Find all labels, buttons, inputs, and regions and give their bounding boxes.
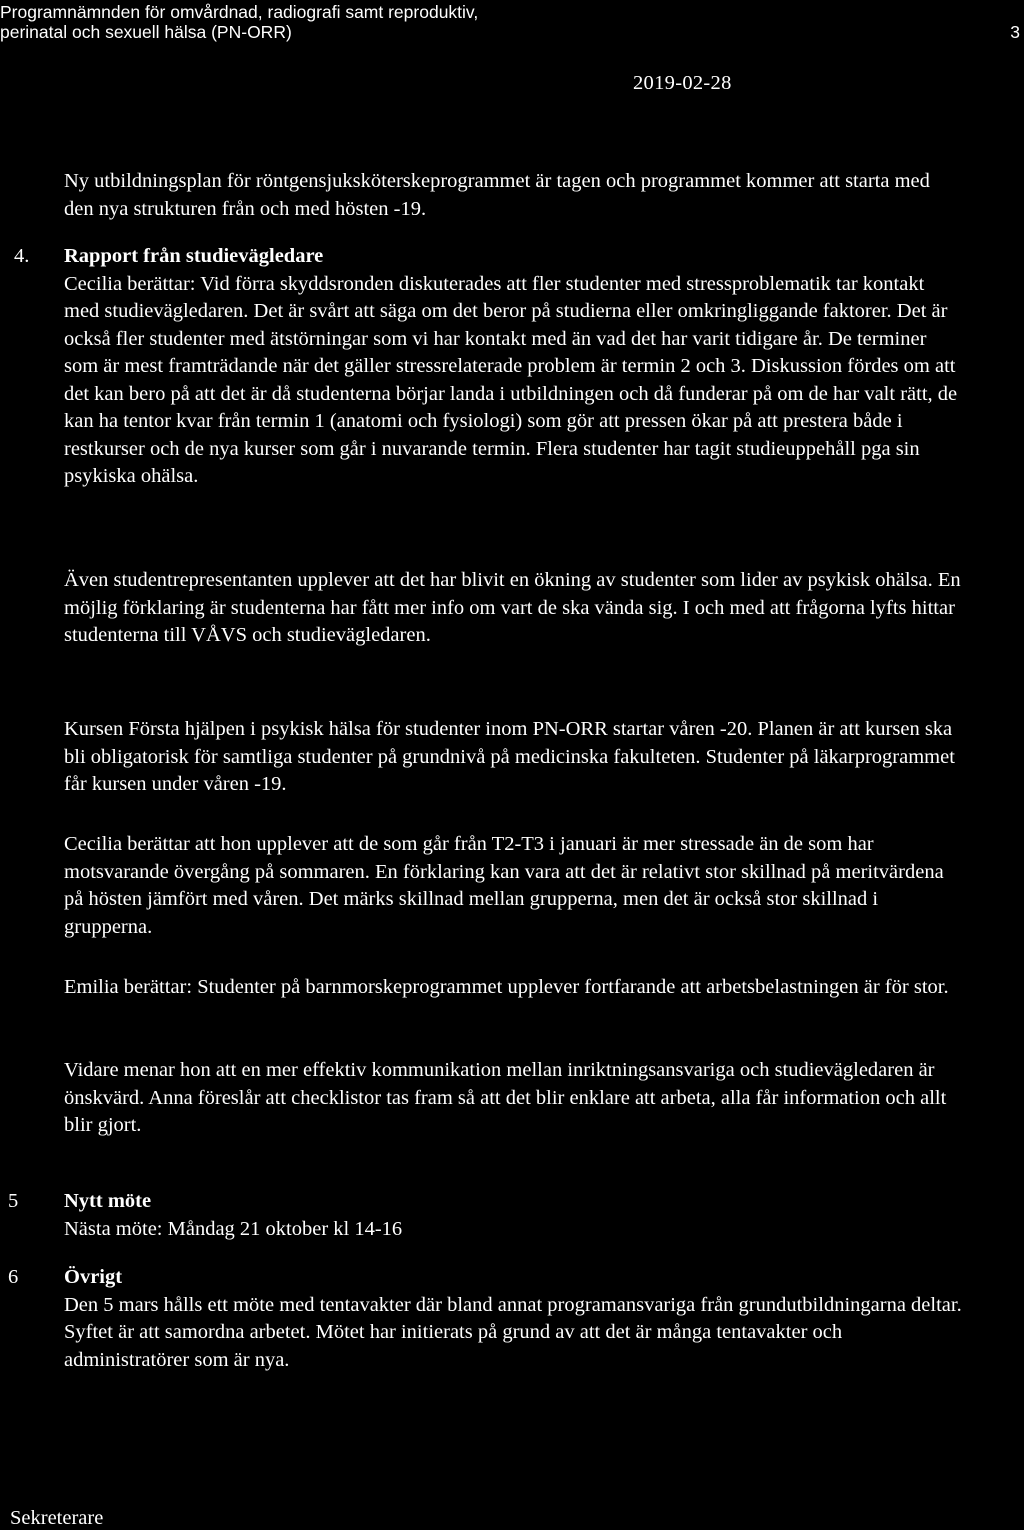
organization-line-2: perinatal och sexuell hälsa (PN-ORR) [0, 22, 292, 42]
section-5-title: Nytt möte [64, 1190, 152, 1212]
section-4-title: Rapport från studievägledare [64, 245, 324, 267]
section-4-paragraph: Cecilia berättar: Vid förra skyddsronden diskuterades att fler studenter med stressproblematik tar kontakt med studievägledaren. Det är svårt att säga om det beror på studierna eller omkringliggande faktorer. Det är också fler studenter med ätstörningar som vi har kontakt med än vad det har varit tidigare år. De terminer som är mest framträdande när det gäller stressrelaterade problem är termin 2 och 3. Diskussion fördes om att det kan bero på att det är då studenterna börjar landa i utbildningen och då funderar på om de har valt rätt, de kan ha tentor kvar från termin 1 (anatomi och fysiologi) som gör att pressen ökar på att prestera både i restkurser och de nya kurser som går i nuvarande termin. Flera studenter har tagit studieuppehåll pga sin psykiska ohälsa. [64, 272, 958, 487]
section-4-paragraph: Kursen Första hjälpen i psykisk hälsa för studenter inom PN-ORR startar våren -20. Planen är att kursen ska bli obligatorisk för samtliga studenter på grundnivå på medicinska fakulteten. Studenter på läkarprogrammet får kursen under våren -19. [64, 718, 955, 795]
section-4-paragraph: Cecilia berättar att hon upplever att de som går från T2-T3 i januari är mer stressade än de som har motsvarande övergång på sommaren. En förklaring kan vara att det är relativt stor skillnad på meritvärdena på hösten jämfört med våren. Det märks skillnad mellan grupperna, men det är också stor skillnad i grupperna. [64, 833, 944, 938]
section-5-number: 5 [8, 1190, 19, 1212]
section-4-paragraph: Emilia berättar: Studenter på barnmorskeprogrammet upplever fortfarande att arbetsbelastningen är för stor. [64, 976, 949, 998]
organization-name [0, 2, 478, 42]
section-6-title: Övrigt [64, 1266, 123, 1288]
section-5 [64, 1188, 964, 1243]
section-6 [64, 1264, 964, 1374]
intro-paragraph: Ny utbildningsplan för röntgensjuksköterskeprogrammet är tagen och programmet kommer att starta med den nya strukturen från och med hösten -19. [64, 170, 930, 220]
section-4-paragraph: Även studentrepresentanten upplever att det har blivit en ökning av studenter som lider av psykisk ohälsa. En möjlig förklaring är studenterna har fått mer info om vart de ska vända sig. I och med att frågorna lyfts hittar studenterna till VÅVS och studievägledaren. [64, 569, 961, 646]
page-number: 3 [1010, 22, 1020, 42]
section-4 [64, 243, 964, 491]
signature-label: Sekreterare [10, 1507, 104, 1529]
section-4-paragraph: Vidare menar hon att en mer effektiv kommunikation mellan inriktningsansvariga och studievägledaren är önskvärd. Anna föreslår att checklistor tas fram så att det blir enklare att arbeta, alla får information och allt blir gjort. [64, 1059, 947, 1136]
section-6-number: 6 [8, 1266, 19, 1288]
organization-line-1: Programnämnden för omvårdnad, radiografi samt reproduktiv, [0, 2, 479, 22]
section-5-text: Nästa möte: Måndag 21 oktober kl 14-16 [64, 1217, 403, 1240]
section-6-text: Den 5 mars hålls ett möte med tentavakter där bland annat programansvariga från grundutbildningarna deltar. Syftet är att samordna arbetet. Mötet har initierats på grund av att det är många tentavakter och administratörer som är nya. [64, 1293, 962, 1371]
section-4-number: 4. [14, 245, 30, 267]
document-date: 2019-02-28 [633, 72, 732, 94]
